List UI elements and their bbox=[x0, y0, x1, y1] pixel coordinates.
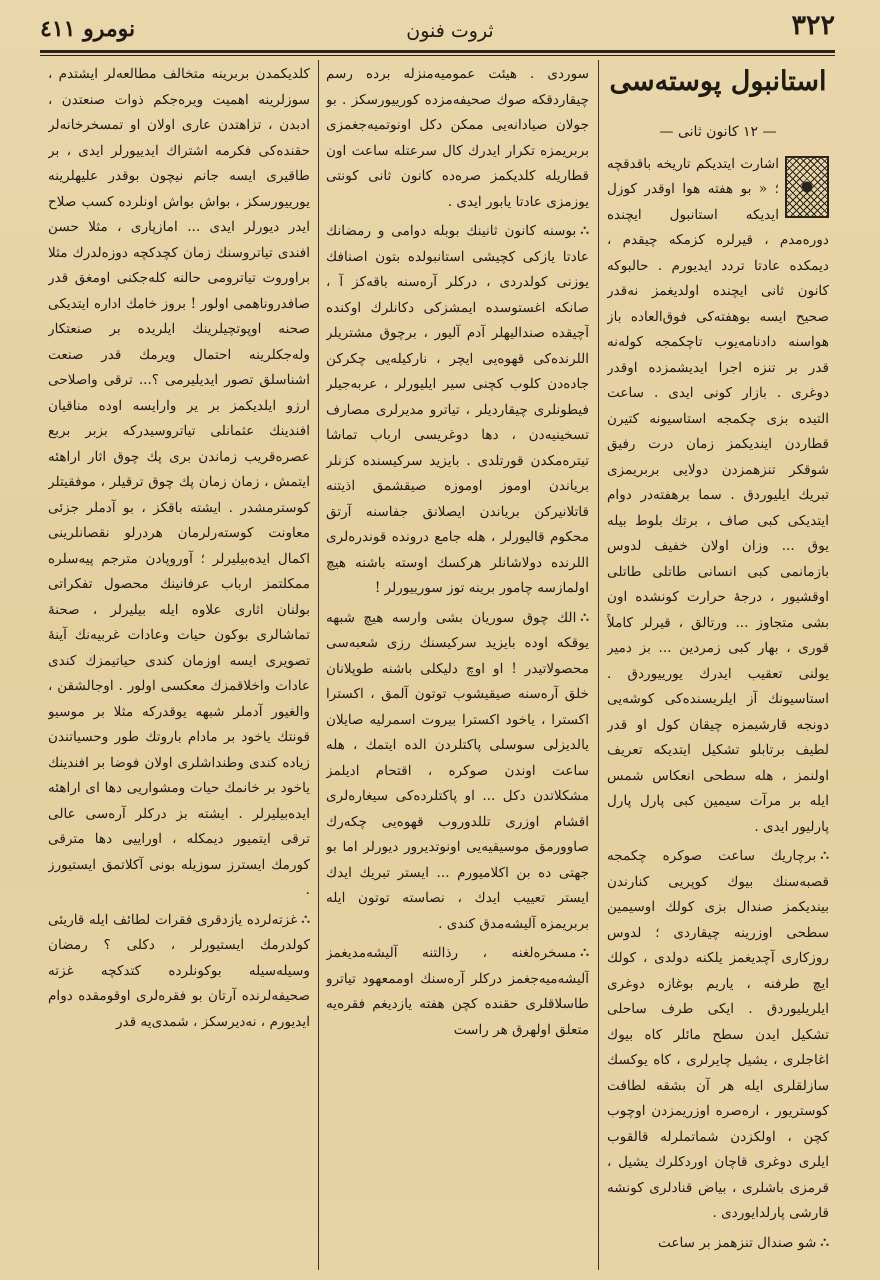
section-title: استانبول پوسته‌سی bbox=[609, 66, 827, 97]
paragraph: اشارت ایتدیكم تاریخه باقدقچه ؛ « بو هفته هوا اوقدر كوزل ایدیكه استانبول ایچنده دوره‌مدم ، قیرلره كزمكه چیقدم ، دیمكده عادتا تردد ایدیورم . حالبوكه كانون ثانی ایچنده اولدیغمز نه‌قدر صحیح ایسه بوهفته‌كی فوق‌العاده باز هواسنه دادنامه‌یوب تاچكمجه كوله‌نه قدر بر تنزه اجرا ایدیشمزده اوقدر دوغری . بازار كونی ایدی . ساعت التیده بزی چكمجه استاسیونه كتیرن قطاردن اینديكمز زمان درت رفیق شوقکر تنزهمزدن دولایی بربریمزی تبریك ایلیوردق . سما برهفته‌در دوام ایتدیكی كبی صاف ، برتك بلوط بیله یوق ... وزان اولان خفیف لدوس بازمانمی كبی انسانی طاتلی طاتلی اوقشیور ، درجهٔ حرارت كونشده اون بشی متجاوز ... ورتالق ، قیرلر كاملاً قوری ، بهار كبی زمردین ... بز دمیر یولنی تعقیب ایدرك یورییوردق . استاسیونك آز ایلریسنده‌كی كوشه‌یی دونجه قارشیمزه چیقان كول او قدر لطیف برتابلو تشكیل ایتدیكه تعریف اولنمز ، هله سطحی انعكاس شمس ایله بر مرآت سیمین كبی پارل پارل پارلیور ایدی . bbox=[607, 155, 829, 835]
paragraph-mark-icon: ∴ bbox=[820, 1234, 829, 1251]
paragraph-mark-icon: ∴ bbox=[820, 848, 829, 864]
paragraph: ∴شو صندال تنزهمز بر ساعت bbox=[658, 1234, 829, 1251]
paragraph-mark-icon: ∴ bbox=[580, 945, 589, 961]
column-right bbox=[607, 62, 829, 1274]
paragraph: ∴بوسنه كانون ثانینك بوبله دوامی و رمضانك عادتا یازكی كچیشی استانبولده بتون اصنافك یوزنی كولدردی ، دركلر آره‌سنه باقه‌كز آ ، صانكه اغستوسده ایمشزكی دكانلرك اوكنده آچیقده صندالیهلر آدم آلیور ، برچوق مشتریلر اللرنده‌كی قهوه‌یی ایچر ، نارکیله‌یی چكركن جاده‌دن كلوب كچنی سیر ایلیورلر ، عربه‌جیلر فیطونلری چیقاردیلر ، تیاترو مدیرلری مصارف تسخینیه‌دن ، دها دوغریسی ارباب تماشا تیتره‌مكدن قورتلدی . بایزید سركیسنده كزنلر بریاندن اوموز اوموزه صیقشمق اذیتنه قاتلانیركن بریاندن ایصلانق جفاسنه آرتق محكوم قالیورلر ، هله جامع درونده قوندره‌لری اللرنده دولاشانلر هركسك اوسته باشنه هیچ اولمازسه چامور برینه توز سورییورلر ! bbox=[326, 223, 589, 596]
paragraph: ∴برچاریك ساعت صوكره چكمجه قصبه‌سنك بیوك كوپریی كنارندن بیندیكمز صندال بزی كولك اوسیمین سطحی اوزرینه چیقاردی ؛ لدوس روزكاری آچدیغمز یلكنه دولدی ، كولك ایچ طرفنه ، یاریم بوغازه دوغری ایلریلیوردق . ایكی طرف ساحلی تشكیل ایدن سطح مائلر كاه بیوك اغاجلری ، یشیل چایرلری ، كاه یوكسك سازلقلری ایله هر آن بشقه لطافت كوستریور ، اره‌صره اوزریمزدن اوچوب كچن ، اولكزدن شماتملرله قالقوب ایلری دوغری قاچان اوردكلرك یشیل ، قرمزی باشلری ، بیاض قنادلری كونشه قارشی پارلدایوردی . bbox=[607, 848, 829, 1221]
page-number: ٣٢٢ bbox=[791, 10, 835, 41]
column-divider-left bbox=[318, 60, 319, 1270]
header-rule-thin bbox=[40, 55, 835, 56]
header-rule bbox=[40, 50, 835, 53]
column-middle bbox=[326, 62, 589, 1274]
column-divider-right bbox=[598, 60, 599, 1270]
ornament-initial-icon bbox=[785, 156, 829, 218]
page-header bbox=[40, 10, 835, 50]
paragraph: سوردی . هیئت عمومیه‌منزله برده رسم چیقاردقكه صوك صحیفه‌مزده كورییورسكز . بو جولان صیادانه‌یی ممكن دكل اونوتمیه‌جغمزی بربریمزه تكرار ایدرك كال سرعتله ساعت اون قطاریله كلدیكمز صره‌ده كانون ثانی كونتی یوزمزی عادتا یابور ایدی . bbox=[326, 66, 589, 210]
journal-title: ثروت فنون bbox=[406, 20, 494, 42]
paragraph-mark-icon: ∴ bbox=[580, 609, 589, 626]
issue-number: نومرو ٤١١ bbox=[40, 16, 136, 42]
column-left bbox=[48, 62, 310, 1274]
dateline: — ١٢ كانون ثانی — bbox=[659, 124, 777, 140]
paragraph-mark-icon: ∴ bbox=[580, 223, 589, 239]
paragraph-mark-icon: ∴ bbox=[301, 911, 310, 928]
paragraph: ∴الك چوق سوریان بشی وارسه هیچ شبهه یوقكه اوده بایزید سركیسنك رزی شعبه‌سی محصولاتیدر ! او اوچ دلیكلی باشنه طوپلانان خلق آره‌سنه صیقیشوب توتون آلمق ، اكسترا اكسترا ، یاخود اكسترا بیروت اسمرلیه صایلان یالدیزلی سوسلی پاكتلردن الده ایتمك ، هله ساعت اوندن صوكره ، اقتحام ادیلمز مشكلاتدن دكل ... او پاكتلرده‌كی سیغاره‌لری اقشام اوزری تللدوروب قهوه‌یی چكه‌رك صاوورمق موسیقیه‌یی اونوتدیرور دیورلر اما بو جهتی ده بن اكلامیورم ... ایستر تبریك ایدك ایستر تعییب ایدك ، نصاسته توتون ایله بربریمزه آلیشه‌مدق كندی . bbox=[326, 609, 589, 932]
paragraph: ∴غزته‌لرده یازدقری فقرات لطائف ایله قاریئی كولدرمك ایستیورلر ، دكلی ؟ رمضان وسیله‌سیله بوكونلرده كتدكچه غزته صحیفه‌لرنده آرتان بو فقره‌لری اوقومقده دوام ایدیورم ، نه‌دیرسكز ، شمدی‌یه قدر bbox=[48, 911, 310, 1030]
paragraph: ∴مسخره‌لغنه ، رذالتنه آلیشه‌مدیغمز آلیشه‌میه‌جغمز دركلر آره‌سنك اوممعهود تیاترو طاسلاقلری حقنده كچن هفته یازدیغم فقره‌یه متعلق اولهرق هر راست bbox=[326, 945, 589, 1038]
paragraph: كلدیكمدن بربرینه متخالف مطالعه‌لر ایشتدم ، سوزلرینه اهمیت ویره‌جكم ذوات صنعتدن ، ادبدن ، تزاهتدن عاری اولان او تمسخرخانه‌لر حقنده‌كی فكرمه اشتراك ایدییورلر ایدی ، بر طاقیری ایسه جانم نیچون بوقدر علیهلرینه یورییورسكز ، بواش بواش اونلرده كسب صلاح ایدر دیورلر ایدی ... امازپاری ، مثلا حسن افندی تیاتروسنك زمان كچدكچه دوزه‌لدرك مثلا براوروت تیاترومی حالنه كله‌جكنی اومغق قدر صافدروناهمی اولور ! بروز خامك اداره ایتدیكی صحنه اوپوتچیلرینك ایلریده بر صنعتكار وله‌جكلرینه احتمال ویرمك قدر صنعت اشناسلق تصور ایدیلیرمی ؟... ترقی واصلاحی ارزو ایلدیكمز بر یر وارایسه اوده مناقیان افندینك عثمانلی تیاتروسیدركه بزبر بربع عصره‌قریب زماندن بری پك چوق اثار اراهئه ایتمش ، زمان زمان پك چوق ترقیلر ، موفقیتلر كوسترمشدر . ایشته باقكز ، بو آدملر جزئی معاونت كوسته‌رلرمان هردرلو نقصانلرینی اكمال ایده‌بیلیرلر ؛ آوروپادن مترجم پیه‌سلره ممكلتمز ارباب عرفانینك محصول تفكراتی بولنان اثاری علاوه ایله بیلیرلر ، صحنهٔ تماشالری بوكون حیات وعادات غربیه‌نك آینهٔ تصویری ایسه اوزمان كندی حیاتیمزك كندی عادات واخلاقمزك معكسی اولور . اوجالشقن ، والغیور آدملر شبهه یوقدركه مثلا بر موسیو قونتك یاخود بر مادام باروتك طور وحسیاتندن زیاده كندی وطنداشلری اولان فوضا بر افندینك یاخود بر خانمك حیات ومشواریی دها ای اراهئه ایده‌بیلیرلر . ایشته بز دركلر آره‌سی عالی ترقی ایتمیور دیمكله ، اوراییی دها مترقی كورمك ایسترز سوزیله بونی آكلاتمق ایستیورز . bbox=[48, 66, 310, 898]
